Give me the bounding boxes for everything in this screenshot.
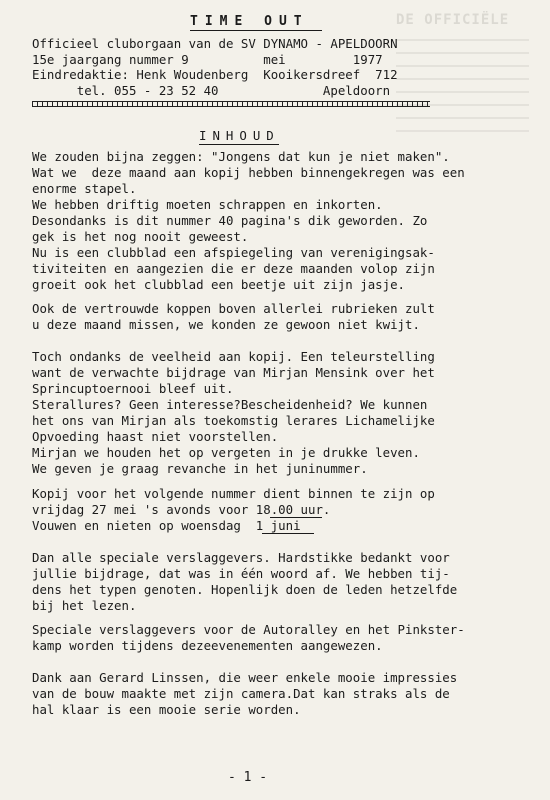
body-line: Kopij voor het volgende nummer dient binnen te zijn op [32,486,435,501]
body-line: Mirjan we houden het op vergeten in je drukke leven. [32,445,420,460]
body-line: gek is het nog nooit geweest. [32,229,249,244]
body-line: het ons van Mirjan als toekomstig lerares Lichamelijke [32,413,435,428]
masthead-subtitle: Officieel cluborgaan van de SV DYNAMO - APELDOORN [32,36,398,51]
show-through-text [396,12,544,143]
body-line: tiviteiten en aangezien die er deze maanden volop zijn [32,261,435,276]
body-line: enorme stapel. [32,181,137,196]
body-line: Toch ondanks de veelheid aan kopij. Een teleurstelling [32,349,435,364]
body-line: vrijdag 27 mei 's avonds voor 18.00 uur. [32,502,331,517]
body-line: groeit ook het clubblad een beetje uit zijn jasje. [32,277,405,292]
show-through-title: DE OFFICIËLE [396,12,510,28]
body-line: Dank aan Gerard Linssen, die weer enkele mooie impressies [32,670,458,685]
body-line: bij het lezen. [32,598,137,613]
body-line: We geven je graag revanche in het juninummer. [32,461,368,476]
contents-heading: INHOUD [199,128,280,143]
body-line: We zouden bijna zeggen: "Jongens dat kun je niet maken". [32,149,450,164]
body-line: Dan alle speciale verslaggevers. Hardstikke bedankt voor [32,550,450,565]
masthead-underline [190,30,322,31]
divider-rule [32,101,430,107]
body-line: u deze maand missen, we konden ze gewoon niet kwijt. [32,317,420,332]
body-line: Desondanks is dit nummer 40 pagina's dik geworden. Zo [32,213,428,228]
body-line: dens het typen genoten. Hopenlijk doen de leden hetzelfde [32,582,458,597]
body-line: We hebben driftig moeten schrappen en inkorten. [32,197,383,212]
body-line: Vouwen en nieten op woensdag 1 juni [32,518,301,533]
masthead-issue: 15e jaargang nummer 9 mei 1977 [32,52,383,67]
masthead-title: TIME OUT [190,14,309,29]
body-line: Wat we deze maand aan kopij hebben binnengekregen was een [32,165,465,180]
date-underline [262,533,314,534]
body-line: want de verwachte bijdrage van Mirjan Mensink over het [32,365,435,380]
body-line: Speciale verslaggevers voor de Autoralley en het Pinkster- [32,622,465,637]
masthead-phone: tel. 055 - 23 52 40 Apeldoorn [32,83,391,98]
page-number: - 1 - [228,770,268,785]
body-line: Opvoeding haast niet voorstellen. [32,429,279,444]
contents-heading-underline [199,144,279,145]
body-line: van de bouw maakte met zijn camera.Dat kan straks als de [32,686,450,701]
body-line: hal klaar is een mooie serie worden. [32,702,301,717]
masthead-editor: Eindredaktie: Henk Woudenberg Kooikersdreef 712 [32,67,398,82]
body-line: Nu is een clubblad een afspiegeling van verenigingsak- [32,245,435,260]
body-line: Sterallures? Geen interesse?Bescheidenheid? We kunnen [32,397,428,412]
body-line: Ook de vertrouwde koppen boven allerlei rubrieken zult [32,301,435,316]
body-line: kamp worden tijdens dezeevenementen aangewezen. [32,638,383,653]
body-line: jullie bijdrage, dat was in één woord af. We hebben tij- [32,566,450,581]
body-line: Sprincuptoernooi bleef uit. [32,381,234,396]
